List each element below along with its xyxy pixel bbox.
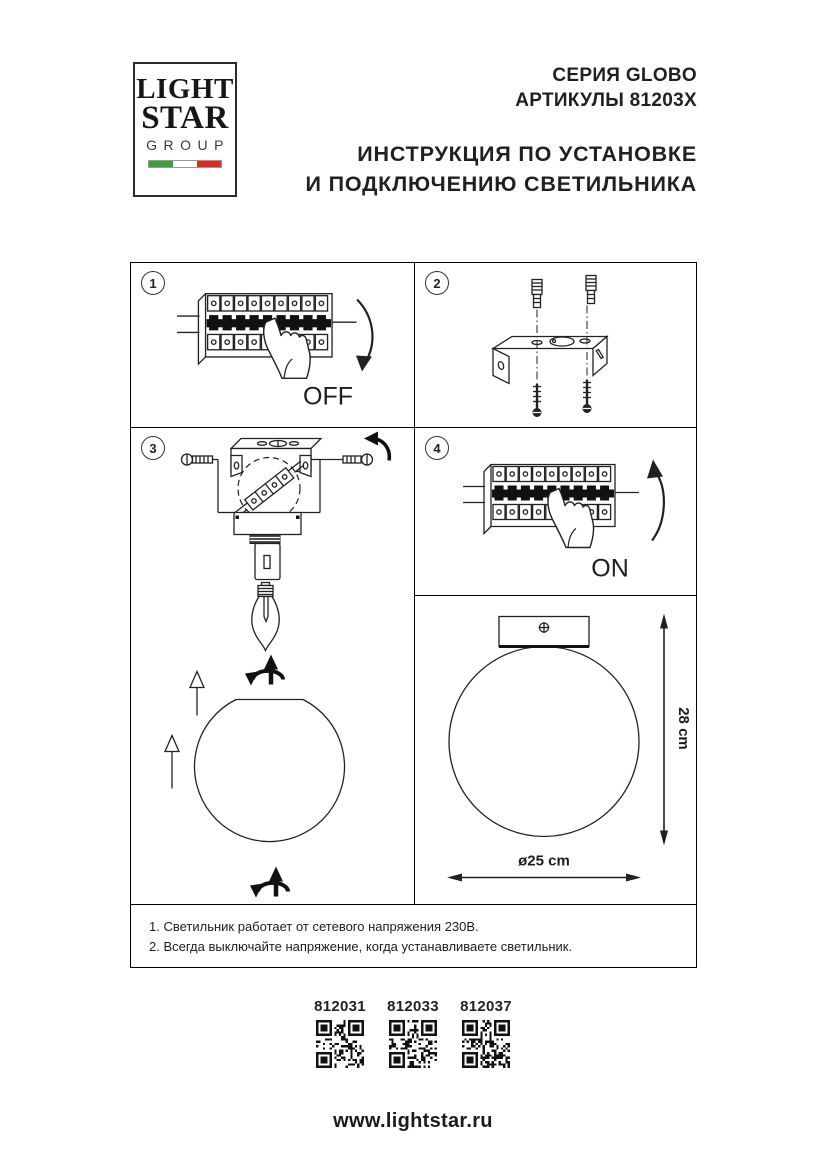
note-line-1: 1. Светильник работает от сетевого напряжения 230В. — [149, 919, 479, 934]
italian-flag-stripe — [148, 160, 222, 168]
qr-code — [462, 1020, 510, 1068]
flag-white — [173, 161, 197, 167]
wall-plug-icon — [532, 280, 542, 308]
screw-icon-right — [320, 454, 373, 465]
qr-code — [389, 1020, 437, 1068]
on-label: ON — [591, 554, 629, 583]
dimensions-panel — [415, 596, 696, 904]
step-2-panel — [415, 263, 696, 428]
off-label: OFF — [303, 382, 353, 411]
glass-globe-icon — [449, 647, 639, 837]
qr-code — [316, 1020, 364, 1068]
page-title — [306, 139, 697, 199]
instruction-grid — [130, 262, 697, 968]
articles-label: АРТИКУЛЫ 81203X — [515, 90, 697, 111]
article-codes-row — [0, 998, 826, 1068]
screw-icon — [583, 380, 592, 414]
article-code: 812037 — [460, 998, 512, 1015]
note-line-2: 2. Всегда выключайте напряжение, когда устанавливаете светильник. — [149, 939, 573, 954]
curved-arrow-down-icon — [357, 300, 372, 360]
logo-text-star: STAR — [141, 100, 229, 136]
document-header — [306, 63, 697, 199]
screw-icon — [533, 384, 542, 418]
flag-green — [149, 161, 173, 167]
height-dimension-line — [660, 614, 692, 846]
diameter-value: ø25 cm — [518, 852, 570, 870]
step-4-diagram-breaker-on — [415, 428, 696, 595]
step-4-panel — [415, 428, 696, 596]
flag-red — [197, 161, 221, 167]
article-code: 812031 — [314, 998, 366, 1015]
lightstar-logo — [133, 62, 237, 197]
step-1-panel — [131, 263, 414, 428]
article-item — [458, 998, 514, 1068]
article-code: 812033 — [387, 998, 439, 1015]
lift-arrow-icon — [165, 736, 179, 789]
article-item — [312, 998, 368, 1068]
screw-icon-left — [182, 454, 213, 465]
candle-bulb-icon — [252, 583, 279, 651]
wall-plug-icon — [586, 276, 596, 304]
step-4-badge: 4 — [425, 436, 449, 460]
series-label: СЕРИЯ GLOBO — [552, 65, 697, 86]
step-3-panel — [131, 428, 414, 904]
lift-arrow-icon — [190, 672, 204, 716]
curved-arrow-up-icon — [652, 473, 664, 541]
website-url: www.lightstar.ru — [333, 1110, 493, 1132]
step-2-diagram-bracket — [415, 263, 696, 427]
diameter-dimension-line — [447, 853, 641, 882]
title-line-2: И ПОДКЛЮЧЕНИЮ СВЕТИЛЬНИКА — [305, 172, 697, 196]
fixture-base-icon — [234, 513, 301, 580]
step-3-diagram-assembly — [131, 428, 414, 904]
logo-text-light: LIGHT — [136, 73, 234, 105]
step-3-badge: 3 — [141, 436, 165, 460]
step-1-diagram-breaker-off — [131, 263, 414, 427]
logo-text-group: GROUP — [146, 137, 230, 153]
step-2-badge: 2 — [425, 271, 449, 295]
dimensions-diagram — [415, 596, 696, 904]
glass-globe-icon — [194, 700, 344, 842]
mounting-bracket-icon — [493, 337, 607, 384]
article-item — [385, 998, 441, 1068]
step-1-badge: 1 — [141, 271, 165, 295]
title-line-1: ИНСТРУКЦИЯ ПО УСТАНОВКЕ — [357, 142, 697, 166]
safety-notes — [131, 904, 696, 967]
ceiling-mount-icon — [499, 617, 589, 647]
height-value: 28 cm — [675, 707, 692, 750]
